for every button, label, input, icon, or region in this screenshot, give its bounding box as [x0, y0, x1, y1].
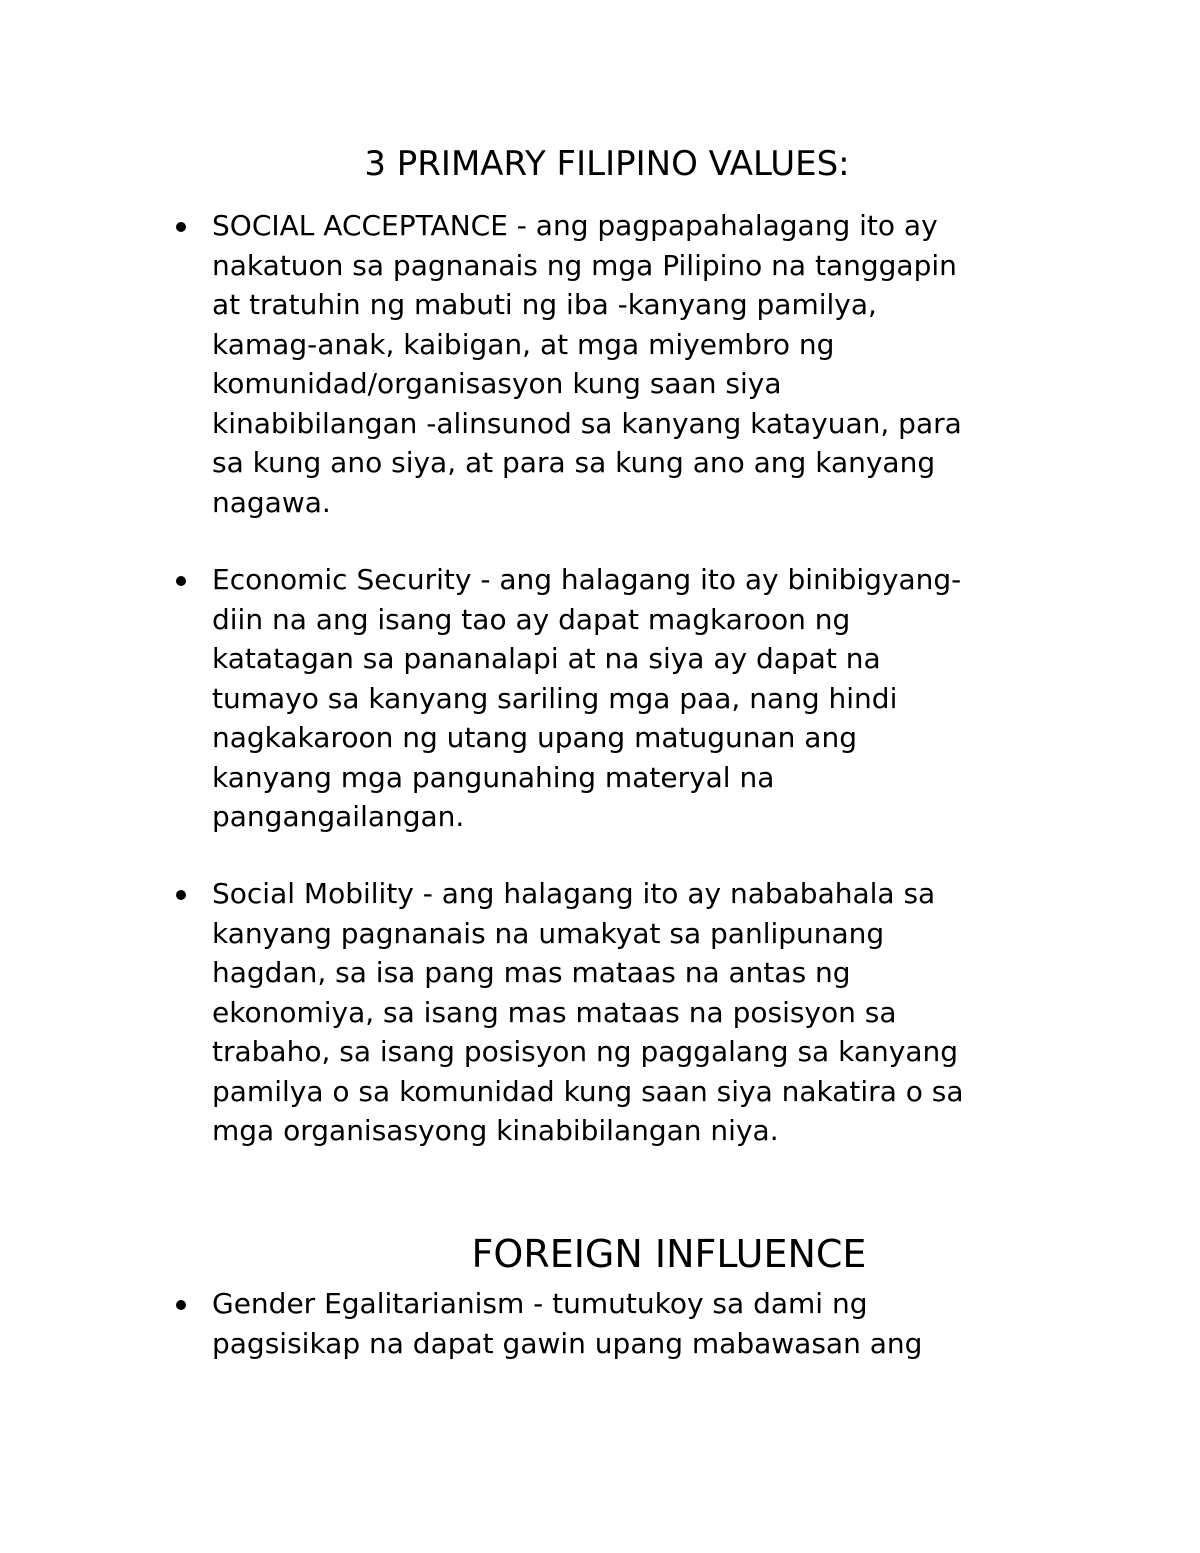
list-item-text: Gender Egalitarianism - tumutukoy sa dami ng pagsisikap na dapat gawin upang mabawasan ang	[212, 1287, 923, 1360]
page-title-primary-values: 3 PRIMARY FILIPINO VALUES:	[364, 144, 850, 184]
bullet-icon	[176, 890, 186, 900]
bullet-icon	[176, 576, 186, 586]
bullet-icon	[176, 222, 186, 232]
list-item-text: Social Mobility - ang halagang ito ay nababahala sa kanyang pagnanais na umakyat sa panlipunang hagdan, sa isa pang mas mataas na antas ng ekonomiya, sa isang mas mataas na posisyon sa trabaho, sa isang posisyon ng paggalang sa kanyang pamilya o sa komunidad kung saan siya nakatira o sa mga organisasyong kinabibilangan niya.	[212, 877, 964, 1147]
list-item-text: SOCIAL ACCEPTANCE - ang pagpapahalagang ito ay nakatuon sa pagnanais ng mga Pilipino na tanggapin at tratuhin ng mabuti ng iba -kanyang pamilya, kamag-anak, kaibigan, at mga miyembro ng komunidad/organisasyon kung saan siya kinabibilangan -alinsunod sa kanyang katayuan, para sa kung ano siya, at para sa kung ano ang kanyang nagawa.	[212, 209, 962, 519]
section-title-foreign-influence: FOREIGN INFLUENCE	[471, 1232, 867, 1276]
list-item-text: Economic Security - ang halagang ito ay binibigyang- diin na ang isang tao ay dapat magkaroon ng katatagan sa pananalapi at na siya ay dapat na tumayo sa kanyang sariling mga paa, nang hindi nagkakaroon ng utang upang matugunan ang kanyang mga pangunahing materyal na pangangailangan.	[212, 563, 962, 833]
bullet-icon	[176, 1300, 186, 1310]
